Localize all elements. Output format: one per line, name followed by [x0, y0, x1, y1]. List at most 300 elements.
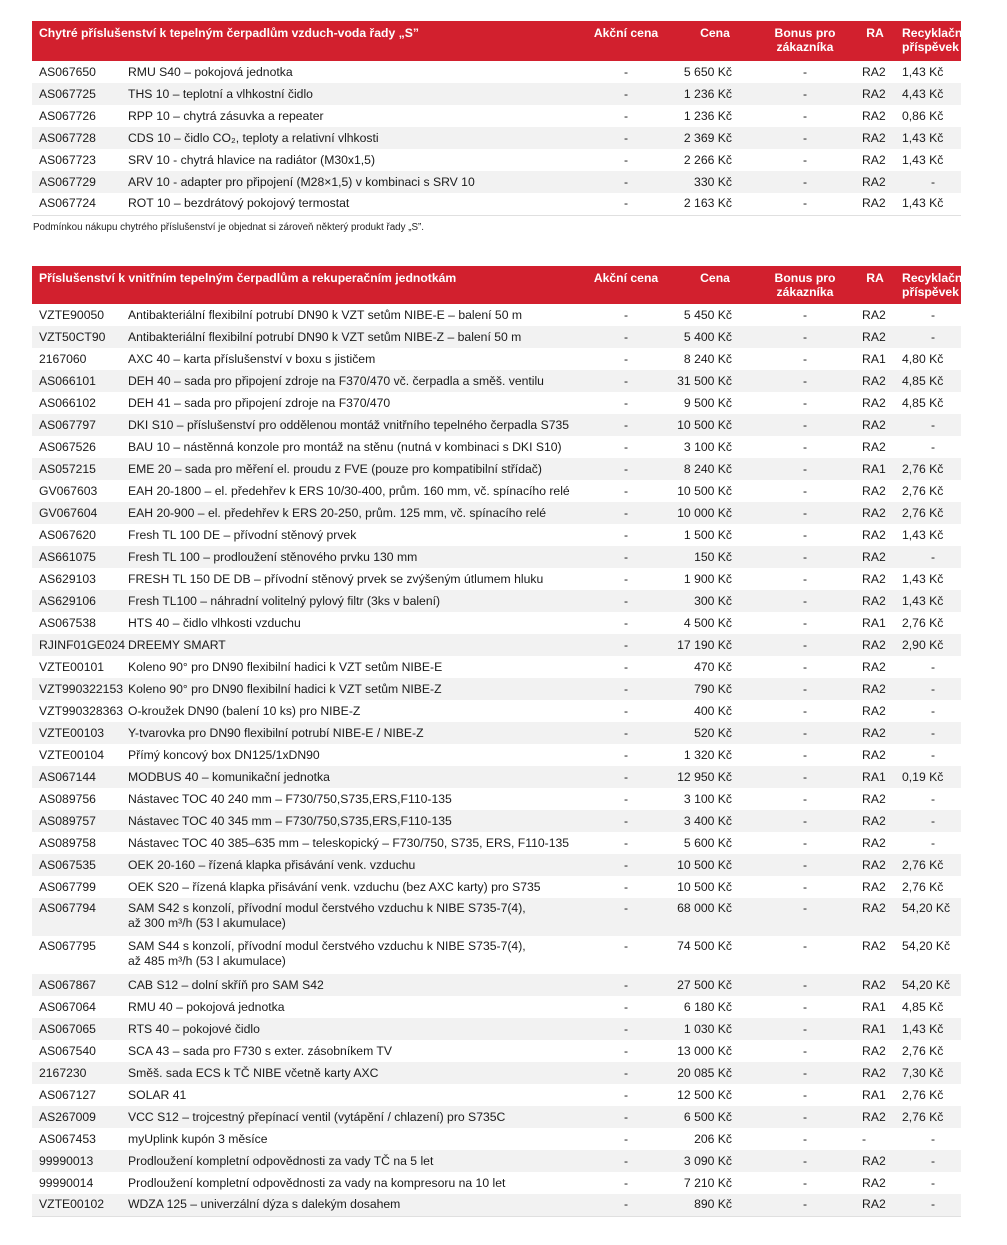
table-row — [32, 304, 961, 326]
recycling-fee-cell: 1,43 Kč — [902, 130, 944, 145]
table-row — [32, 1150, 961, 1172]
ra-cell: RA1 — [862, 461, 886, 476]
akcni-cena-cell: - — [623, 196, 629, 211]
table-row — [32, 788, 961, 810]
bonus-cell: - — [802, 681, 808, 696]
bonus-cell: - — [802, 615, 808, 630]
akcni-cena-cell: - — [623, 747, 629, 762]
table-row — [32, 898, 961, 936]
table-row — [32, 61, 961, 83]
akcni-cena-cell: - — [623, 977, 629, 992]
product-code: AS067650 — [39, 64, 96, 79]
table-row — [32, 1128, 961, 1150]
table-row — [32, 480, 961, 502]
akcni-cena-cell: - — [623, 307, 629, 322]
table-row — [32, 546, 961, 568]
smart-accessories-section — [32, 21, 966, 216]
table-row — [32, 766, 961, 788]
price-cell: 4 500 Kč — [683, 615, 733, 630]
bonus-cell: - — [802, 395, 808, 410]
product-code: AS067540 — [39, 1043, 96, 1058]
price-cell: 10 500 Kč — [677, 879, 733, 894]
table-row — [32, 996, 961, 1018]
product-name: CAB S12 – dolní skříň pro SAM S42 — [128, 977, 324, 992]
product-code: GV067603 — [39, 483, 98, 498]
bonus-cell: - — [802, 813, 808, 828]
bonus-cell: - — [802, 483, 808, 498]
akcni-cena-cell: - — [623, 439, 629, 454]
product-code: AS067620 — [39, 527, 96, 542]
product-code: AS067127 — [39, 1087, 96, 1102]
recycling-fee-cell: 1,43 Kč — [902, 1021, 944, 1036]
akcni-cena-cell: - — [623, 174, 629, 189]
bonus-cell: - — [802, 373, 808, 388]
ra-cell: RA2 — [862, 307, 886, 322]
price-cell: 890 Kč — [694, 1197, 733, 1212]
column-header-ra: RA — [866, 26, 884, 40]
price-cell: 31 500 Kč — [677, 373, 733, 388]
column-header-bonus: Bonus pro zákazníka — [774, 26, 836, 54]
recycling-fee-cell: 0,19 Kč — [902, 769, 944, 784]
ra-cell: RA2 — [862, 835, 886, 850]
smart-accessories-table — [32, 21, 966, 216]
product-name: Prodloužení kompletní odpovědnosti za vady na kompresoru na 10 let — [128, 1175, 506, 1190]
price-cell: 790 Kč — [694, 681, 733, 696]
recycling-fee-cell: - — [930, 835, 936, 850]
ra-cell: RA2 — [862, 747, 886, 762]
product-code: AS067724 — [39, 196, 96, 211]
akcni-cena-cell: - — [623, 879, 629, 894]
table-row — [32, 193, 961, 215]
table-row — [32, 149, 961, 171]
ra-cell: RA2 — [862, 395, 886, 410]
column-header-akcni-cena: Akční cena — [593, 26, 659, 40]
akcni-cena-cell: - — [623, 1065, 629, 1080]
product-name: Koleno 90° pro DN90 flexibilní hadici k VZT setům NIBE-E — [128, 659, 443, 674]
bonus-cell: - — [802, 152, 808, 167]
akcni-cena-cell: - — [623, 461, 629, 476]
akcni-cena-cell: - — [623, 999, 629, 1014]
recycling-fee-cell: 1,43 Kč — [902, 571, 944, 586]
table-row — [32, 1084, 961, 1106]
price-cell: 470 Kč — [694, 659, 733, 674]
product-name: Fresh TL100 – náhradní volitelný pylový filtr (3ks v balení) — [128, 593, 441, 608]
table-row — [32, 744, 961, 766]
table-row — [32, 1040, 961, 1062]
table-row — [32, 876, 961, 898]
product-code: AS067723 — [39, 152, 96, 167]
product-name: FRESH TL 150 DE DB – přívodní stěnový prvek se zvýšeným útlumem hluku — [128, 571, 544, 586]
product-code: RJINF01GE024 — [39, 637, 126, 652]
table-row — [32, 1062, 961, 1084]
table-row — [32, 502, 961, 524]
product-code: VZTE00101 — [39, 659, 105, 674]
ra-cell: RA1 — [862, 351, 886, 366]
ra-cell: RA2 — [862, 64, 886, 79]
bonus-cell: - — [802, 1197, 808, 1212]
bonus-cell: - — [802, 725, 808, 740]
recycling-fee-cell: - — [930, 174, 935, 189]
akcni-cena-cell: - — [623, 725, 629, 740]
table-row — [32, 458, 961, 480]
recycling-fee-cell: 4,85 Kč — [902, 373, 944, 388]
product-code: AS067065 — [39, 1021, 96, 1036]
product-name-line: až 300 m³/h (53 l akumulace) — [128, 916, 286, 930]
product-code: AS067726 — [39, 108, 96, 123]
product-name: EME 20 – sada pro měření el. proudu z FVE (pouze pro kompatibilní střídač) — [128, 461, 542, 476]
product-code: GV067604 — [39, 505, 98, 520]
ra-cell: RA2 — [862, 939, 886, 953]
akcni-cena-cell: - — [623, 483, 629, 498]
ra-cell: RA2 — [862, 152, 886, 167]
price-cell: 6 180 Kč — [683, 999, 733, 1014]
product-code: AS067064 — [39, 999, 96, 1014]
product-code: VZT990322153 — [39, 681, 124, 696]
bonus-cell: - — [802, 1131, 808, 1146]
price-cell: 400 Kč — [694, 703, 733, 718]
product-name: ARV 10 - adapter pro připojení (M28×1,5) v kombinaci s SRV 10 — [128, 174, 475, 189]
ra-cell: RA2 — [862, 373, 886, 388]
price-cell: 13 000 Kč — [677, 1043, 733, 1058]
product-code: VZTE00102 — [39, 1197, 105, 1212]
indoor-accessories-table — [32, 266, 966, 1217]
recycling-fee-cell: 2,76 Kč — [902, 1087, 944, 1102]
section-title: Chytré příslušenství k tepelným čerpadlům vzduch-voda řady „S” — [39, 26, 419, 40]
product-code: AS066101 — [39, 373, 96, 388]
product-name: DEH 40 – sada pro připojení zdroje na F370/470 vč. čerpadla a směš. ventilu — [128, 373, 544, 388]
table-row — [32, 105, 961, 127]
table-row — [32, 854, 961, 876]
product-name: Prodloužení kompletní odpovědnosti za vady TČ na 5 let — [128, 1153, 434, 1168]
product-name: EAH 20-1800 – el. předehřev k ERS 10/30-400, prům. 160 mm, vč. spínacího relé — [128, 483, 570, 498]
price-cell: 5 650 Kč — [683, 64, 732, 79]
table-row — [32, 1172, 961, 1194]
recycling-fee-cell: 1,43 Kč — [902, 64, 944, 79]
akcni-cena-cell: - — [623, 417, 629, 432]
akcni-cena-cell: - — [623, 329, 629, 344]
akcni-cena-cell: - — [623, 527, 629, 542]
price-cell: 12 950 Kč — [677, 769, 733, 784]
price-cell: 5 400 Kč — [683, 329, 733, 344]
product-name: RMU 40 – pokojová jednotka — [128, 999, 285, 1014]
recycling-fee-cell: 2,76 Kč — [902, 879, 944, 894]
product-name: Y-tvarovka pro DN90 flexibilní potrubí NIBE-E / NIBE-Z — [128, 725, 424, 740]
price-cell: 74 500 Kč — [677, 939, 733, 953]
recycling-fee-cell: - — [930, 329, 936, 344]
bonus-cell: - — [802, 835, 808, 850]
akcni-cena-cell: - — [623, 901, 629, 915]
recycling-fee-cell: - — [930, 1197, 936, 1212]
product-code: VZT50CT90 — [39, 329, 106, 344]
ra-cell: RA2 — [862, 977, 886, 992]
table-row — [32, 568, 961, 590]
bonus-cell: - — [802, 108, 808, 123]
bonus-cell: - — [802, 329, 808, 344]
product-code: AS067867 — [39, 977, 96, 992]
bonus-cell: - — [802, 999, 808, 1014]
ra-cell: RA2 — [862, 813, 886, 828]
price-cell: 12 500 Kč — [677, 1087, 733, 1102]
bonus-cell: - — [802, 791, 808, 806]
price-cell: 2 369 Kč — [683, 130, 732, 145]
akcni-cena-cell: - — [623, 152, 629, 167]
table-row — [32, 590, 961, 612]
ra-cell: RA2 — [862, 659, 886, 674]
ra-cell: RA2 — [862, 571, 886, 586]
column-header-cena: Cena — [700, 26, 730, 40]
table-row — [32, 612, 961, 634]
price-cell: 5 450 Kč — [683, 307, 733, 322]
akcni-cena-cell: - — [623, 939, 629, 953]
ra-cell: RA2 — [862, 1065, 886, 1080]
product-name: Nástavec TOC 40 345 mm – F730/750,S735,ERS,F110-135 — [128, 813, 452, 828]
table-row — [32, 127, 961, 149]
ra-cell: RA2 — [862, 791, 886, 806]
akcni-cena-cell: - — [623, 835, 629, 850]
product-name: Antibakteriální flexibilní potrubí DN90 k VZT setům NIBE-E – balení 50 m — [128, 307, 523, 322]
product-name: DKI S10 – příslušenství pro oddělenou montáž vnitřního tepelného čerpadla S735 — [128, 417, 570, 432]
table-row — [32, 348, 961, 370]
recycling-fee-cell: 2,76 Kč — [902, 1043, 944, 1058]
akcni-cena-cell: - — [623, 108, 629, 123]
price-cell: 10 000 Kč — [677, 505, 733, 520]
product-name: VCC S12 – trojcestný přepínací ventil (vytápění / chlazení) pro S735C — [128, 1109, 506, 1124]
ra-cell: RA2 — [862, 901, 886, 915]
recycling-fee-cell: 2,76 Kč — [902, 461, 944, 476]
product-name: O-kroužek DN90 (balení 10 ks) pro NIBE-Z — [128, 703, 361, 718]
akcni-cena-cell: - — [623, 1109, 629, 1124]
column-header-recyklacni-prispevek: Recyklační příspěvek — [902, 26, 966, 54]
recycling-fee-cell: - — [930, 1153, 936, 1168]
product-name: AXC 40 – karta příslušenství v boxu s jističem — [128, 351, 376, 366]
table-row — [32, 936, 961, 974]
product-code: AS067797 — [39, 417, 96, 432]
product-name: CDS 10 – čidlo CO₂, teploty a relativní vlhkosti — [128, 130, 379, 145]
product-code: AS066102 — [39, 395, 96, 410]
product-code: AS089757 — [39, 813, 96, 828]
ra-cell: RA1 — [862, 999, 886, 1014]
product-code: AS629103 — [39, 571, 96, 586]
price-cell: 520 Kč — [694, 725, 733, 740]
recycling-fee-cell: 2,76 Kč — [902, 505, 944, 520]
product-name-line: SAM S42 s konzolí, přívodní modul čerstvého vzduchu k NIBE S735-7(4), — [128, 901, 526, 915]
bonus-cell: - — [802, 593, 808, 608]
table-row — [32, 656, 961, 678]
product-name: SRV 10 - chytrá hlavice na radiátor (M30x1,5) — [128, 152, 376, 167]
product-name: Antibakteriální flexibilní potrubí DN90 k VZT setům NIBE-Z – balení 50 m — [128, 329, 522, 344]
recycling-fee-cell: - — [930, 791, 936, 806]
product-code: AS067526 — [39, 439, 96, 454]
ra-cell: RA2 — [862, 86, 886, 101]
price-cell: 150 Kč — [694, 549, 733, 564]
table-header-row — [32, 21, 961, 61]
recycling-fee-cell: 4,85 Kč — [902, 395, 944, 410]
recycling-fee-cell: - — [930, 417, 936, 432]
price-cell: 7 210 Kč — [683, 1175, 733, 1190]
bonus-cell: - — [802, 351, 808, 366]
price-cell: 1 900 Kč — [683, 571, 733, 586]
recycling-fee-cell: 2,76 Kč — [902, 615, 944, 630]
akcni-cena-cell: - — [623, 64, 629, 79]
purchase-condition-note: Podmínkou nákupu chytrého příslušenství je objednat si zároveň některý produkt řady „S”. — [33, 222, 424, 233]
ra-cell: RA2 — [862, 505, 886, 520]
recycling-fee-cell: 54,20 Kč — [902, 901, 951, 915]
product-code: AS057215 — [39, 461, 96, 476]
akcni-cena-cell: - — [623, 373, 629, 388]
ra-cell: RA2 — [862, 1175, 886, 1190]
ra-cell: RA1 — [862, 615, 886, 630]
recycling-fee-cell: 2,76 Kč — [902, 857, 944, 872]
akcni-cena-cell: - — [623, 1197, 629, 1212]
ra-cell: RA2 — [862, 1197, 886, 1212]
price-cell: 68 000 Kč — [677, 901, 733, 915]
ra-cell: RA2 — [862, 681, 886, 696]
table-row — [32, 810, 961, 832]
product-code: AS067538 — [39, 615, 96, 630]
recycling-fee-cell: 4,85 Kč — [902, 999, 944, 1014]
bonus-cell: - — [802, 417, 808, 432]
table-row — [32, 171, 961, 193]
product-name: ROT 10 – bezdrátový pokojový termostat — [128, 196, 350, 211]
ra-cell: RA1 — [862, 1087, 886, 1102]
price-cell: 206 Kč — [694, 1131, 733, 1146]
product-code: AS067729 — [39, 174, 96, 189]
product-name-line: SAM S44 s konzolí, přívodní modul čerstvého vzduchu k NIBE S735-7(4), — [128, 939, 526, 953]
product-code: 99990013 — [39, 1153, 94, 1168]
bonus-cell: - — [802, 505, 808, 520]
product-code: 2167230 — [39, 1065, 87, 1080]
recycling-fee-cell: 2,76 Kč — [902, 1109, 944, 1124]
price-cell: 6 500 Kč — [683, 1109, 733, 1124]
product-name: Koleno 90° pro DN90 flexibilní hadici k VZT setům NIBE-Z — [128, 681, 442, 696]
table-row — [32, 832, 961, 854]
product-code: AS661075 — [39, 549, 96, 564]
table-row — [32, 722, 961, 744]
akcni-cena-cell: - — [623, 86, 629, 101]
product-name: THS 10 – teplotní a vlhkostní čidlo — [128, 86, 313, 101]
akcni-cena-cell: - — [623, 1087, 629, 1102]
akcni-cena-cell: - — [623, 1131, 629, 1146]
bonus-cell: - — [802, 703, 808, 718]
akcni-cena-cell: - — [623, 549, 629, 564]
bonus-cell: - — [802, 1109, 808, 1124]
bonus-cell: - — [802, 307, 808, 322]
bonus-cell: - — [802, 659, 808, 674]
section-title: Příslušenství k vnitřním tepelným čerpadlům a rekuperačním jednotkám — [39, 271, 457, 285]
product-name: DEH 41 – sada pro připojení zdroje na F370/470 — [128, 395, 391, 410]
product-code: AS267009 — [39, 1109, 96, 1124]
price-cell: 3 100 Kč — [683, 791, 733, 806]
recycling-fee-cell: 54,20 Kč — [902, 939, 951, 953]
table-row — [32, 370, 961, 392]
product-code: AS067799 — [39, 879, 96, 894]
ra-cell: RA2 — [862, 417, 886, 432]
table-row — [32, 392, 961, 414]
ra-cell: RA2 — [862, 130, 886, 145]
recycling-fee-cell: 4,80 Kč — [902, 351, 944, 366]
price-cell: 1 500 Kč — [683, 527, 733, 542]
ra-cell: RA2 — [862, 879, 886, 894]
bonus-cell: - — [802, 86, 808, 101]
price-cell: 10 500 Kč — [677, 483, 733, 498]
table-row — [32, 1194, 961, 1216]
price-cell: 5 600 Kč — [683, 835, 733, 850]
bonus-cell: - — [802, 549, 808, 564]
akcni-cena-cell: - — [623, 1043, 629, 1058]
akcni-cena-cell: - — [623, 1021, 629, 1036]
bonus-cell: - — [802, 977, 808, 992]
price-cell: 17 190 Kč — [677, 637, 733, 652]
product-name: Fresh TL 100 DE – přívodní stěnový prvek — [128, 527, 357, 542]
price-cell: 9 500 Kč — [683, 395, 733, 410]
bonus-cell: - — [802, 461, 808, 476]
bonus-cell: - — [802, 1087, 808, 1102]
product-name: HTS 40 – čidlo vlhkosti vzduchu — [128, 615, 301, 630]
akcni-cena-cell: - — [623, 351, 629, 366]
product-code: AS089758 — [39, 835, 96, 850]
akcni-cena-cell: - — [623, 395, 629, 410]
bonus-cell: - — [802, 64, 808, 79]
product-code: VZTE90050 — [39, 307, 105, 322]
price-cell: 3 400 Kč — [683, 813, 733, 828]
price-cell: 1 320 Kč — [683, 747, 733, 762]
bonus-cell: - — [802, 939, 808, 953]
recycling-fee-cell: 1,43 Kč — [902, 593, 944, 608]
akcni-cena-cell: - — [623, 1153, 629, 1168]
recycling-fee-cell: - — [930, 307, 936, 322]
ra-cell: RA2 — [862, 108, 886, 123]
product-name: Fresh TL 100 – prodloužení stěnového prvku 130 mm — [128, 549, 418, 564]
table-row — [32, 700, 961, 722]
product-name: MODBUS 40 – komunikační jednotka — [128, 769, 330, 784]
table-header-row — [32, 266, 961, 304]
ra-cell: RA2 — [862, 196, 886, 211]
akcni-cena-cell: - — [623, 791, 629, 806]
product-code: AS067453 — [39, 1131, 96, 1146]
price-cell: 2 266 Kč — [683, 152, 732, 167]
indoor-accessories-section — [32, 266, 966, 1217]
bonus-cell: - — [802, 174, 808, 189]
product-name: DREEMY SMART — [128, 637, 226, 652]
bonus-cell: - — [802, 879, 808, 894]
bonus-cell: - — [802, 439, 808, 454]
ra-cell: RA2 — [862, 1109, 886, 1124]
product-name: Nástavec TOC 40 385–635 mm – teleskopický – F730/750, S735, ERS, F110-135 — [128, 835, 570, 850]
akcni-cena-cell: - — [623, 637, 629, 652]
recycling-fee-cell: - — [930, 1175, 936, 1190]
bonus-cell: - — [802, 1021, 808, 1036]
product-name: RPP 10 – chytrá zásuvka a repeater — [128, 108, 324, 123]
recycling-fee-cell: 1,43 Kč — [902, 196, 944, 211]
recycling-fee-cell: 0,86 Kč — [902, 108, 944, 123]
recycling-fee-cell: 54,20 Kč — [902, 977, 951, 992]
product-name: BAU 10 – nástěnná konzole pro montáž na stěnu (nutná v kombinaci s DKI S10) — [128, 439, 562, 454]
recycling-fee-cell: - — [930, 703, 936, 718]
bonus-cell: - — [802, 527, 808, 542]
ra-cell: RA2 — [862, 857, 886, 872]
column-header-recyklacni-prispevek: Recyklační příspěvek — [902, 271, 966, 299]
table-row — [32, 414, 961, 436]
recycling-fee-cell: 1,43 Kč — [902, 527, 944, 542]
table-row — [32, 436, 961, 458]
akcni-cena-cell: - — [623, 593, 629, 608]
product-code: VZT990328363 — [39, 703, 124, 718]
price-cell: 27 500 Kč — [677, 977, 733, 992]
recycling-fee-cell: 1,43 Kč — [902, 152, 944, 167]
product-name: Přímý koncový box DN125/1xDN90 — [128, 747, 320, 762]
table-row — [32, 1018, 961, 1040]
ra-cell: RA2 — [862, 174, 886, 189]
